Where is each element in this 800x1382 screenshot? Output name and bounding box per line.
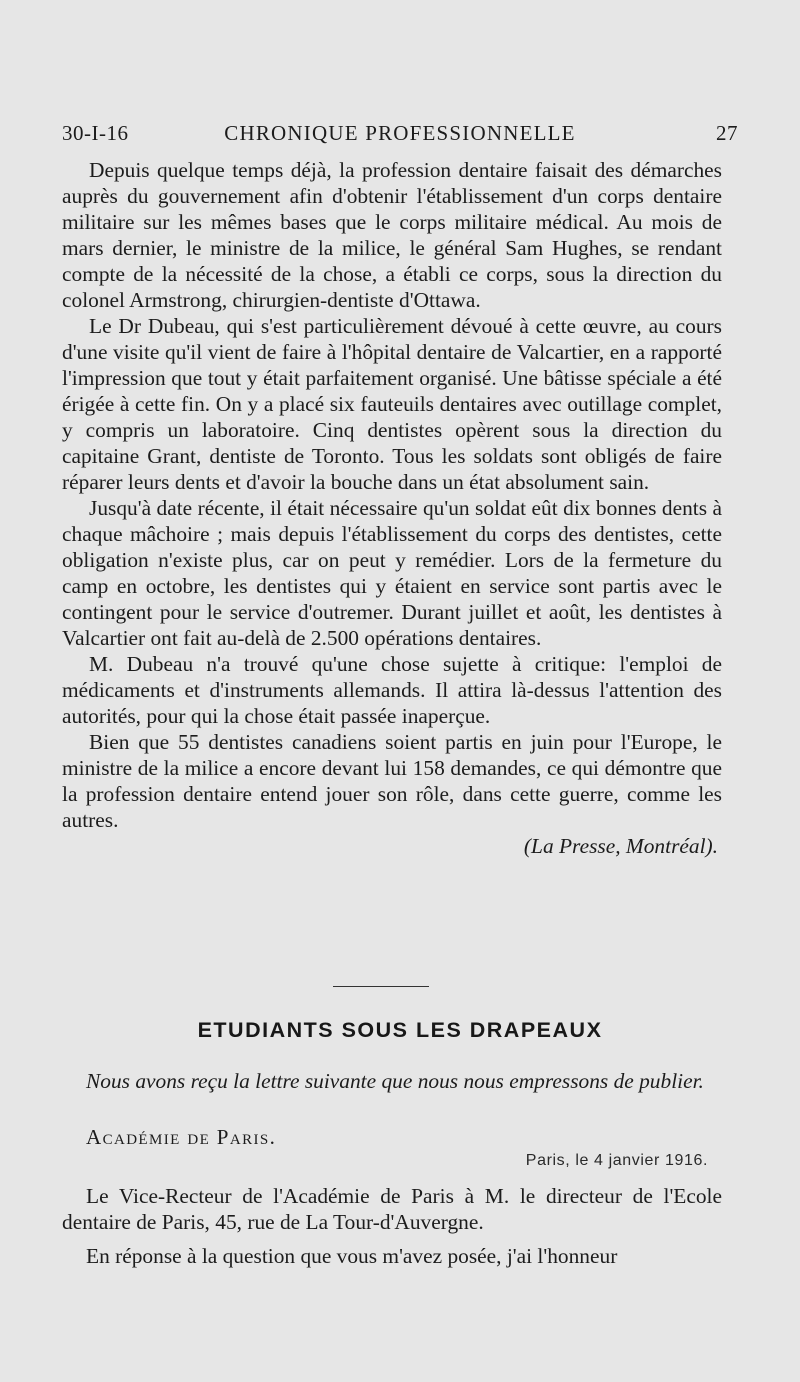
letter-dateline: Paris, le 4 janvier 1916. [525,1152,708,1169]
article-paragraph: Depuis quelque temps déjà, la profession dentaire faisait des démarches auprès du gouvernement afin d'obtenir l'établissement d'un corps dentaire militaire sur les mêmes bases que le corps militaire médical. Au mois de mars dernier, le ministre de la milice, le général Sam Hughes, se rendant compte de la nécessité de la chose, a établi ce corps, sous la direction du colonel Armstrong, chirurgien-dentiste d'Ottawa. [62,158,722,312]
article-body [62,157,722,859]
section-intro [86,1068,722,1095]
intro-text: Nous avons reçu la lettre suivante que nous nous empressons de publier. [86,1069,704,1093]
article-source: (La Presse, Montréal). [523,834,718,858]
letter-paragraph: Le Vice-Recteur de l'Académie de Paris à M. le directeur de l'Ecole dentaire de Paris, 45, rue de La Tour-d'Auvergne. [62,1184,722,1234]
section-title: ETUDIANTS SOUS LES DRAPEAUX [197,1018,603,1042]
article-paragraph: Jusqu'à date récente, il était nécessaire qu'un soldat eût dix bonnes dents à chaque mâchoire ; mais depuis l'établissement du corps des dentistes, cette obligation n'existe plus, car on peut y remédier. Lors de la fermeture du camp en octobre, les dentistes qui y étaient en service sont partis avec le contingent pour le service d'outremer. Durant juillet et août, les dentistes à Valcartier ont fait au-delà de 2.500 opérations dentaires. [62,496,722,650]
article-paragraph: Bien que 55 dentistes canadiens soient partis en juin pour l'Europe, le ministre de la milice a encore devant lui 158 demandes, ce qui démontre que la profession dentaire entend jouer son rôle, dans cette guerre, comme les autres. [62,730,722,832]
header-date: 30-I-16 [62,121,129,145]
running-title: CHRONIQUE PROFESSIONNELLE [224,121,576,145]
page-number: 27 [716,121,738,145]
letter-paragraph: En réponse à la question que vous m'avez posée, j'ai l'honneur [86,1244,618,1268]
academy-heading: Académie de Paris. [86,1125,277,1149]
section-divider [333,986,429,987]
letter-body [62,1183,722,1269]
article-paragraph: Le Dr Dubeau, qui s'est particulièrement dévoué à cette œuvre, au cours d'une visite qu'il vient de faire à l'hôpital dentaire de Valcartier, en a rapporté l'impression que tout y était parfaitement organisé. Une bâtisse spéciale a été érigée à cette fin. On y a placé six fauteuils dentaires avec outillage complet, y compris un laboratoire. Cinq dentistes opèrent sous la direction du capitaine Grant, dentiste de Toronto. Tous les soldats sont obligés de faire réparer leurs dents et d'avoir la bouche dans un état absolument sain. [62,314,722,494]
article-paragraph: M. Dubeau n'a trouvé qu'une chose sujette à critique: l'emploi de médicaments et d'instruments allemands. Il attira là-dessus l'attention des autorités, pour qui la chose était passée inaperçue. [62,652,722,728]
